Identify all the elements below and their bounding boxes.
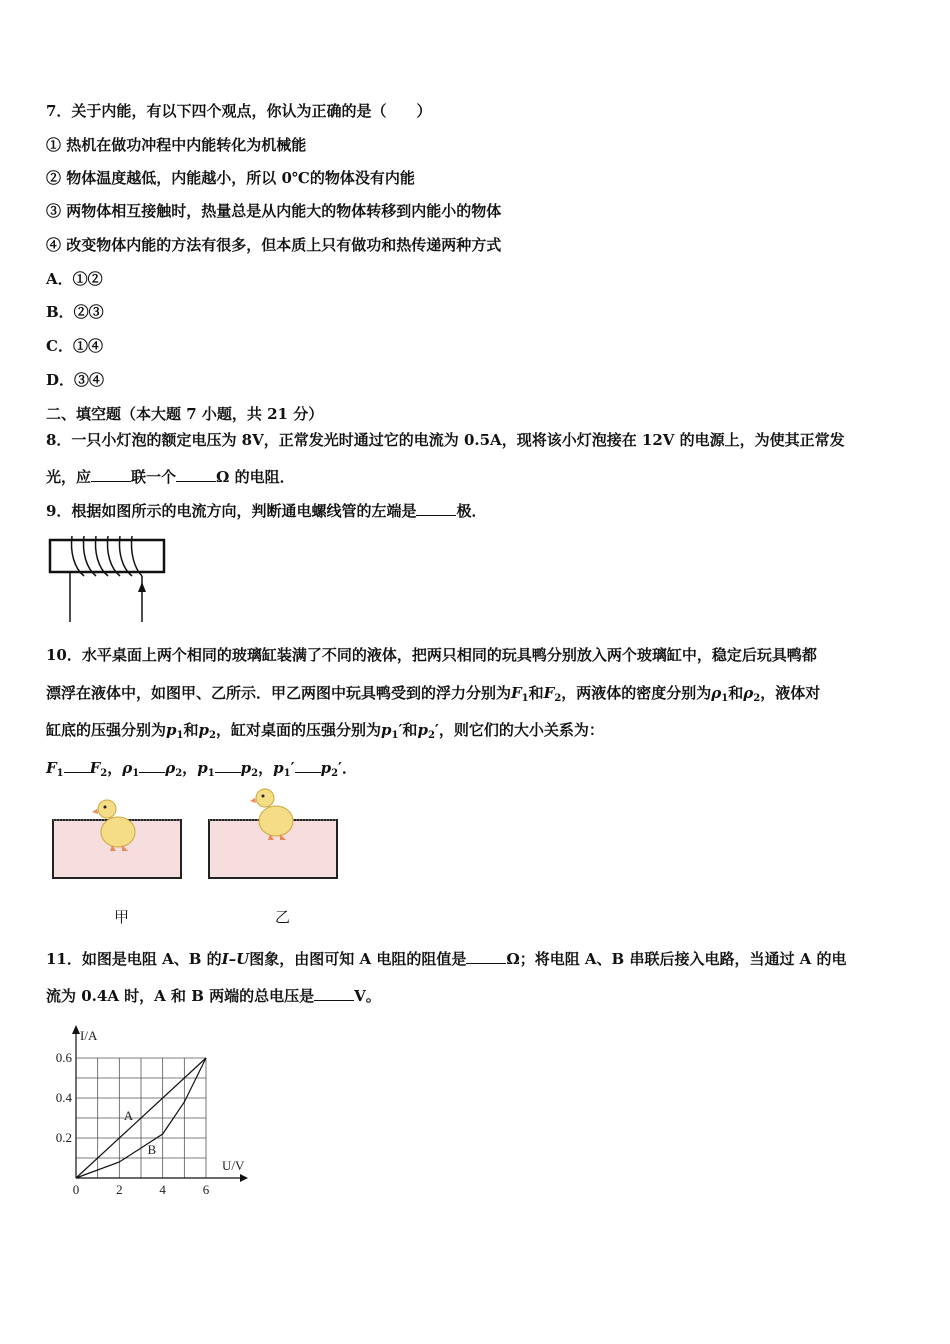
current-arrow-icon: [138, 582, 146, 592]
q8-text-c: Ω 的电阻．: [216, 468, 295, 486]
q10-p1p: p: [380, 721, 392, 739]
x-tick-label: 2: [116, 1182, 123, 1197]
chart-labels: [56, 1028, 245, 1197]
tank-yi-figure: [206, 785, 341, 885]
q10-p2-sub: 2: [209, 730, 216, 741]
q11-iu: I–U: [221, 950, 250, 968]
iu-chart: [40, 1020, 270, 1205]
q10-p1-sub: 1: [176, 730, 184, 741]
q10-ans-p1p-prime: ′: [290, 759, 295, 777]
q11-line-1: [46, 949, 847, 969]
q11-text-c: Ω；将电阻 A、B 串联后接入电路，当通过 A 的电: [506, 950, 847, 968]
q10-F2: F: [543, 684, 555, 702]
q10-l3-c: ，则它们的大小关系为：: [438, 721, 604, 739]
q10-and-2: 和: [728, 684, 744, 702]
label-yi: 乙: [275, 908, 291, 926]
q10-F2-sub: 2: [554, 693, 562, 704]
section-heading: 二、填空题（本大题 7 小题，共 21 分）: [46, 405, 324, 423]
q10-p2p-prime: ′: [434, 721, 439, 739]
q11-blank-2[interactable]: [314, 986, 354, 1001]
x-tick-label: 0: [72, 1182, 80, 1197]
q10-comma-1: ，: [107, 759, 123, 777]
q10-ans-F2: F: [89, 759, 101, 777]
q11-line-2: [46, 986, 381, 1006]
q10-end: ．: [342, 759, 358, 777]
q10-blank-3[interactable]: [215, 758, 241, 773]
q7-statement-2: ② 物体温度越低，内能越小，所以 0℃的物体没有内能: [46, 169, 415, 187]
q8-line-1: 8．一只小灯泡的额定电压为 8V，正常发光时通过它的电流为 0.5A，现将该小灯泡接在 12V 的电源上，为使其正常发: [46, 431, 845, 449]
y-tick-label: 0.4: [55, 1090, 72, 1105]
solenoid-figure: [44, 532, 174, 627]
q10-ans-F2-sub: 2: [100, 768, 108, 779]
q10-line-3: [46, 720, 604, 746]
q11-text-b: 图象，由图可知 A 电阻的阻值是: [249, 950, 467, 968]
q10-ans-F1: F: [46, 759, 57, 777]
q10-p1p-prime: ′: [398, 721, 403, 739]
q10-comma-2: ，: [182, 759, 198, 777]
q7-stem: 7．关于内能，有以下四个观点，你认为正确的是（ ）: [46, 102, 432, 120]
q9-text-b: 极．: [456, 502, 487, 520]
q11-text-e: V。: [354, 987, 381, 1005]
q10-p2p-sub: 2: [427, 730, 435, 741]
solenoid-coil: [72, 536, 143, 576]
q11-text-d: 流为 0.4A 时，A 和 B 两端的总电压是: [46, 987, 315, 1005]
tank-jia-figure: [50, 795, 185, 885]
q10-comma-3: ，: [258, 759, 274, 777]
q10-p1p-sub: 1: [391, 730, 399, 741]
q10-p1: p: [166, 721, 177, 739]
y-axis-arrow-icon: [72, 1025, 80, 1034]
q10-F1-sub: 1: [521, 693, 529, 704]
q9-stem: [46, 501, 486, 521]
q10-ans-p2-sub: 2: [251, 768, 259, 779]
q10-ans-p1-sub: 1: [207, 768, 215, 779]
q7-statement-1: ① 热机在做功冲程中内能转化为机械能: [46, 136, 307, 154]
q7-option-a: A．①②: [46, 270, 103, 288]
q10-F1: F: [511, 684, 522, 702]
q10-ans-rho2: ρ: [165, 759, 176, 777]
series-label-a: A: [123, 1108, 134, 1123]
q7-option-c: C．①④: [46, 337, 103, 355]
q11-blank-1[interactable]: [466, 949, 506, 964]
q10-answer-line: [46, 758, 357, 784]
q10-rho1-sub: 1: [721, 693, 729, 704]
q10-l3-and-1: 和: [183, 721, 199, 739]
q10-ans-p1p-sub: 1: [283, 768, 291, 779]
q10-rho1: ρ: [711, 684, 722, 702]
q10-l2-c: ，液体对: [760, 684, 821, 702]
q10-ans-p1p: p: [273, 759, 284, 777]
q10-ans-p2: p: [240, 759, 252, 777]
q10-ans-F1-sub: 1: [56, 768, 64, 779]
x-axis-arrow-icon: [240, 1174, 248, 1182]
q10-ans-rho1-sub: 1: [132, 768, 140, 779]
q8-text-b: 联一个: [131, 468, 177, 486]
q8-line-2: [46, 467, 295, 487]
x-tick-label: 4: [159, 1182, 166, 1197]
q9-blank[interactable]: [416, 501, 456, 516]
q10-l3-and-2: 和: [402, 721, 418, 739]
q10-ans-p2p: p: [320, 759, 332, 777]
q8-blank-2[interactable]: [176, 467, 216, 482]
q10-p2: p: [198, 721, 209, 739]
q10-ans-p2p-sub: 2: [331, 768, 339, 779]
q10-l2-b: ，两液体的密度分别为: [561, 684, 712, 702]
q10-ans-p1: p: [197, 759, 208, 777]
x-axis-label: U/V: [222, 1158, 245, 1173]
q10-blank-2[interactable]: [139, 758, 165, 773]
q10-l2-a: 漂浮在液体中，如图甲、乙所示．甲乙两图中玩具鸭受到的浮力分别为: [46, 684, 512, 702]
q10-blank-4[interactable]: [295, 758, 321, 773]
q10-ans-p2p-prime: ′: [338, 759, 343, 777]
q10-rho2: ρ: [743, 684, 754, 702]
series-label-b: B: [147, 1142, 157, 1157]
q7-option-d: D．③④: [46, 371, 105, 389]
q10-ans-rho1: ρ: [122, 759, 133, 777]
q7-option-b: B．②③: [46, 303, 104, 321]
q10-blank-1[interactable]: [64, 758, 90, 773]
y-tick-label: 0.2: [55, 1130, 72, 1145]
q10-l3-a: 缸底的压强分别为: [46, 721, 167, 739]
q8-blank-1[interactable]: [91, 467, 131, 482]
label-jia: 甲: [114, 908, 130, 926]
q7-statement-3: ③ 两物体相互接触时，热量总是从内能大的物体转移到内能小的物体: [46, 202, 502, 220]
y-tick-label: 0.6: [55, 1050, 72, 1065]
q10-line-2: [46, 683, 820, 709]
q10-rho2-sub: 2: [753, 693, 761, 704]
q10-ans-rho2-sub: 2: [175, 768, 183, 779]
q11-text-a: 11．如图是电阻 A、B 的: [46, 950, 222, 968]
q8-text-a: 光，应: [46, 468, 92, 486]
x-tick-label: 6: [202, 1182, 210, 1197]
q10-line-1: 10．水平桌面上两个相同的玻璃缸装满了不同的液体，把两只相同的玩具鸭分别放入两个玻璃缸中，稳定后玩具鸭都: [46, 646, 817, 664]
q9-text-a: 9．根据如图所示的电流方向，判断通电螺线管的左端是: [46, 502, 417, 520]
q10-l3-b: ，缸对桌面的压强分别为: [215, 721, 381, 739]
q10-and-1: 和: [528, 684, 544, 702]
y-axis-label: I/A: [80, 1028, 98, 1043]
q7-statement-4: ④ 改变物体内能的方法有很多，但本质上只有做功和热传递两种方式: [46, 236, 502, 254]
q10-p2p: p: [417, 721, 428, 739]
